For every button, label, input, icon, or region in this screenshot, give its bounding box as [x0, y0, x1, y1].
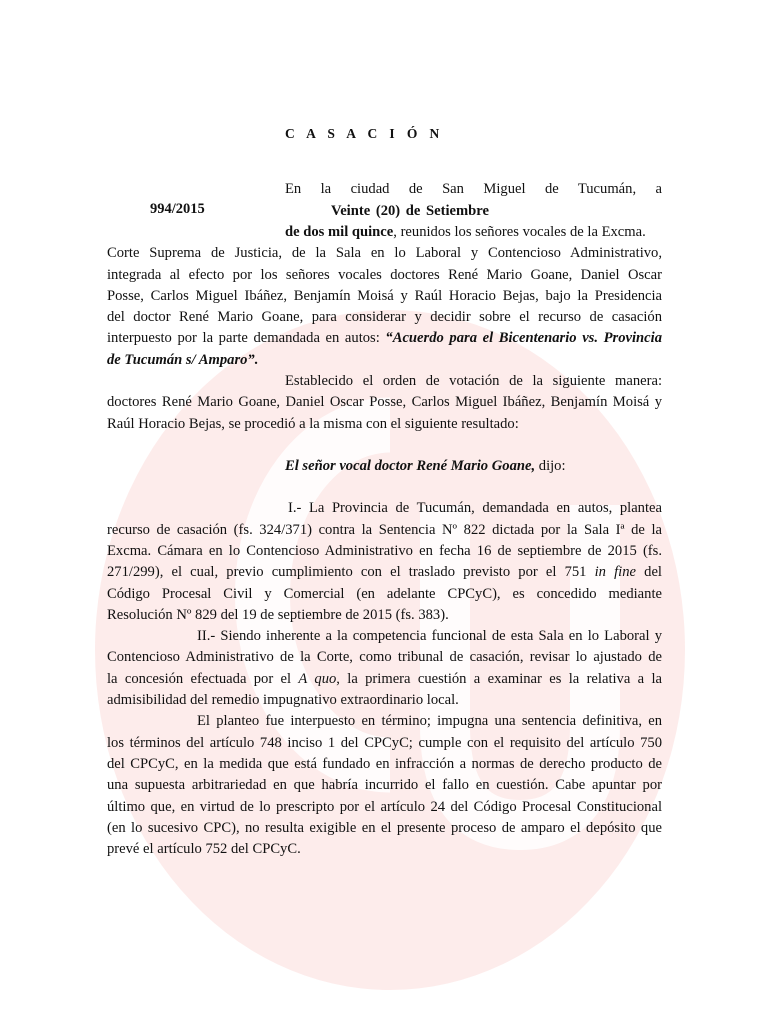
section3-line-7: prevé el artículo 752 del CPCyC.	[107, 841, 301, 857]
in-fine-text: in fine	[594, 564, 637, 580]
date-line: Veinte (20) de Setiembre	[331, 203, 489, 219]
intro-line-3: Posse, Carlos Miguel Ibáñez, Benjamín Moisá y Raúl Horacio Bejas, bajo la Presidencia	[107, 288, 662, 304]
case-number: 994/2015	[150, 201, 205, 217]
case-title: “Acuerdo para el Bicentenario vs. Provincia	[385, 330, 663, 346]
speaker-said: dijo:	[535, 458, 566, 474]
section2-line-3-a: la concesión efectuada por el	[107, 671, 299, 687]
opening-line-3	[285, 222, 646, 243]
section1-line-1: I.- La Provincia de Tucumán, demandada en autos, plantea	[288, 500, 662, 516]
voting-line-3: Raúl Horacio Bejas, se procedió a la misma con el siguiente resultado:	[107, 416, 519, 432]
section1-line-4	[107, 562, 662, 583]
intro-line-4: del doctor René Mario Goane, para considerar y decidir sobre el recurso de casación	[107, 309, 662, 325]
section1-line-4-b: del	[636, 564, 662, 580]
section1-line-6: Resolución Nº 829 del 19 de septiembre de 2015 (fs. 383).	[107, 607, 449, 623]
intro-line-2: integrada al efecto por los señores vocales doctores René Mario Goane, Daniel Oscar	[107, 267, 662, 283]
section2-line-3-b: , la primera cuestión a examinar es la relativa a la	[336, 671, 662, 687]
opening-line-3-rest: , reunidos los señores vocales de la Excma.	[393, 224, 646, 240]
a-quo-text: A quo	[298, 671, 337, 687]
intro-line-5	[107, 328, 662, 349]
case-title-end: de Tucumán s/ Amparo”.	[107, 352, 259, 368]
section3-line-6: (en lo sucesivo CPC), no resulta exigible en el presente proceso de amparo el depósito que	[107, 820, 662, 836]
section1-line-2: recurso de casación (fs. 324/371) contra la Sentencia Nº 822 dictada por la Sala Iª de la	[107, 522, 662, 538]
section2-line-3	[107, 669, 662, 690]
voting-line-1: Establecido el orden de votación de la siguiente manera:	[285, 373, 662, 389]
document-title: C A S A C I Ó N	[285, 126, 444, 141]
section3-line-4: una supuesta arbitrariedad en que habría incurrido el fallo en cuestión. Cabe apuntar por	[107, 777, 662, 793]
section3-line-2: los términos del artículo 748 inciso 1 del CPCyC; cumple con el requisito del artículo 750	[107, 735, 662, 751]
intro-line-1: Corte Suprema de Justicia, de la Sala en lo Laboral y Contencioso Administrativo,	[107, 245, 662, 261]
opening-line-1: En la ciudad de San Miguel de Tucumán, a	[285, 181, 662, 197]
speaker-name: El señor vocal doctor René Mario Goane,	[285, 458, 536, 474]
speaker-heading	[285, 456, 566, 477]
section3-line-5: último que, en virtud de lo prescripto por el artículo 24 del Código Procesal Constitucional	[107, 799, 662, 815]
year-text: de dos mil quince	[285, 224, 394, 240]
section1-line-4-a: 271/299), el cual, previo cumplimiento con el traslado previsto por el 751	[107, 564, 595, 580]
section3-line-1: El planteo fue interpuesto en término; impugna una sentencia definitiva, en	[197, 713, 662, 729]
voting-line-2: doctores René Mario Goane, Daniel Oscar Posse, Carlos Miguel Ibáñez, Benjamín Moisá y	[107, 394, 662, 410]
section1-line-3: Excma. Cámara en lo Contencioso Administrativo en fecha 16 de septiembre de 2015 (fs.	[107, 543, 662, 559]
section2-line-2: Contencioso Administrativo de la Corte, como tribunal de casación, revisar lo ajustado de	[107, 649, 662, 665]
section2-line-4: admisibilidad del remedio impugnativo extraordinario local.	[107, 692, 459, 708]
section1-line-5: Código Procesal Civil y Comercial (en adelante CPCyC), es concedido mediante	[107, 586, 662, 602]
section2-line-1: II.- Siendo inherente a la competencia funcional de esta Sala en lo Laboral y	[197, 628, 662, 644]
intro-line-5-text: interpuesto por la parte demandada en autos:	[107, 330, 386, 346]
section3-line-3: del CPCyC, en la medida que está fundado en infracción a normas de derecho producto de	[107, 756, 662, 772]
